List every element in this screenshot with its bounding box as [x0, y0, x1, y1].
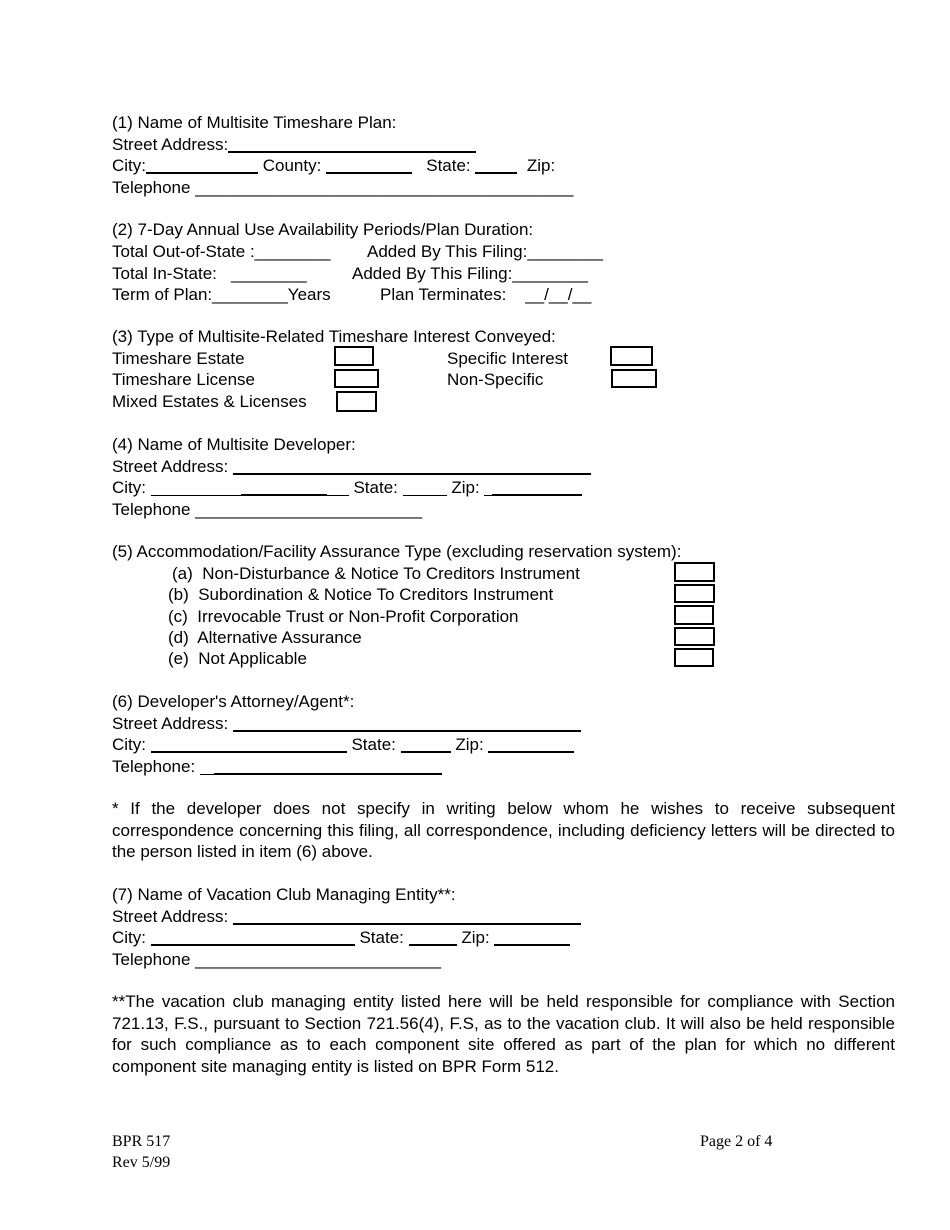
s7-city-field[interactable] — [151, 927, 355, 946]
s3-timeshare-estate-checkbox[interactable] — [334, 346, 374, 366]
s1-city-label: City: — [112, 156, 146, 175]
s5-item-d: (d) Alternative Assurance — [168, 628, 362, 647]
s5-checkbox-d[interactable] — [674, 627, 715, 646]
s4-state-label: State: — [348, 478, 403, 497]
s6-street-label: Street Address: — [112, 714, 233, 733]
s2-plan-terminates[interactable]: Plan Terminates: __/__/__ — [380, 285, 592, 304]
s5-item-a: (a) Non-Disturbance & Notice To Creditors Instrument — [172, 564, 580, 583]
s3-specific-interest-checkbox[interactable] — [610, 346, 653, 366]
s3-timeshare-license-label: Timeshare License — [112, 370, 255, 389]
s4-street-row — [112, 456, 591, 477]
s6-street-row — [112, 713, 581, 734]
s2-in-state[interactable]: Total In-State: ________ — [112, 264, 307, 283]
s1-street-row — [112, 134, 476, 155]
s6-telephone-field-b[interactable] — [214, 756, 442, 775]
s1-telephone-row[interactable] — [112, 177, 573, 198]
footer-revision: Rev 5/99 — [112, 1154, 171, 1171]
s6-city-field[interactable] — [151, 734, 347, 753]
s5-item-e: (e) Not Applicable — [168, 649, 307, 668]
s7-state-label: State: — [354, 928, 409, 947]
s1-city-field[interactable] — [146, 155, 258, 174]
section-6-heading: (6) Developer's Attorney/Agent*: — [112, 692, 355, 711]
s1-street-label: Street Address: — [112, 135, 229, 154]
s4-street-label: Street Address: — [112, 457, 233, 476]
s6-zip-label: Zip: — [450, 735, 489, 754]
s5-item-c: (c) Irrevocable Trust or Non-Profit Corporation — [168, 607, 519, 626]
s1-county-label: County: — [262, 156, 322, 175]
section-2-heading: (2) 7-Day Annual Use Availability Periods/Plan Duration: — [112, 220, 534, 239]
s6-telephone-label: Telephone: — [112, 757, 200, 776]
s7-state-field[interactable] — [409, 927, 457, 946]
s1-city-row — [112, 155, 555, 176]
s6-telephone-field-a[interactable] — [200, 757, 214, 775]
vacation-club-note: **The vacation club managing entity listed here will be held responsible for compliance with Section 721.13, F.S., pursuant to Section 721.56(4), F.S, as to the vacation club. It will also be held responsible for such compliance as to each component site offered as part of the plan for which no different component site managing entity is listed on BPR Form 512. — [112, 992, 895, 1076]
s2-in-added[interactable]: Added By This Filing:________ — [352, 264, 588, 283]
s7-telephone-row[interactable] — [112, 949, 441, 970]
s7-street-row — [112, 906, 581, 927]
s4-city-row — [112, 477, 582, 498]
s4-city-label: City: — [112, 478, 151, 497]
section-1-heading: (1) Name of Multisite Timeshare Plan: — [112, 113, 397, 132]
section-4-heading: (4) Name of Multisite Developer: — [112, 435, 356, 454]
s3-timeshare-license-checkbox[interactable] — [334, 369, 379, 388]
s4-city-field-a[interactable] — [151, 478, 241, 496]
s1-zip-label: Zip: — [526, 156, 556, 175]
s4-zip-field-a[interactable] — [484, 478, 492, 496]
s6-state-label: State: — [346, 735, 401, 754]
s5-checkbox-e[interactable] — [674, 648, 714, 667]
s5-item-b: (b) Subordination & Notice To Creditors Instrument — [168, 585, 554, 604]
s5-checkbox-b[interactable] — [674, 584, 715, 603]
s4-city-field-b[interactable] — [241, 477, 327, 496]
s4-zip-label: Zip: — [446, 478, 485, 497]
s1-telephone-field[interactable]: ________________________________________ — [195, 178, 574, 197]
s7-city-label: City: — [112, 928, 151, 947]
s3-mixed-checkbox[interactable] — [336, 391, 377, 412]
s6-telephone-row — [112, 756, 442, 777]
s2-out-of-state[interactable]: Total Out-of-State :________ — [112, 242, 331, 261]
s4-telephone-row[interactable] — [112, 499, 422, 520]
s4-telephone-field[interactable]: ________________________ — [195, 500, 423, 519]
s4-street-field[interactable] — [233, 456, 591, 475]
s7-telephone-field[interactable]: __________________________ — [195, 950, 442, 969]
s3-mixed-label: Mixed Estates & Licenses — [112, 392, 307, 411]
s3-timeshare-estate-label: Timeshare Estate — [112, 349, 245, 368]
s1-state-label: State: — [426, 156, 471, 175]
s4-telephone-label: Telephone — [112, 500, 196, 519]
s4-city-field-c[interactable] — [327, 478, 349, 496]
s5-checkbox-a[interactable] — [674, 562, 715, 582]
s3-non-specific-label: Non-Specific — [447, 370, 544, 389]
s6-zip-field[interactable] — [488, 734, 574, 753]
s6-city-label: City: — [112, 735, 151, 754]
section-5-heading: (5) Accommodation/Facility Assurance Type (excluding reservation system): — [112, 542, 682, 561]
s7-street-label: Street Address: — [112, 907, 233, 926]
s1-county-field[interactable] — [326, 155, 412, 174]
s1-street-field[interactable] — [228, 134, 476, 153]
section-3-heading: (3) Type of Multisite-Related Timeshare Interest Conveyed: — [112, 327, 556, 346]
s2-term-of-plan[interactable]: Term of Plan:________Years — [112, 285, 331, 304]
s6-state-field[interactable] — [401, 734, 451, 753]
developer-correspondence-note: * If the developer does not specify in writing below whom he wishes to receive subsequent correspondence concerning this filing, all correspondence, including deficiency letters will be directed to the person listed in item (6) above. — [112, 799, 895, 861]
footer-page-number: Page 2 of 4 — [700, 1133, 773, 1150]
footer-form-number: BPR 517 — [112, 1133, 171, 1150]
s7-zip-field[interactable] — [494, 927, 570, 946]
s6-city-row — [112, 734, 574, 755]
s4-zip-field-b[interactable] — [492, 477, 582, 496]
s1-state-field[interactable] — [475, 155, 517, 174]
s7-telephone-label: Telephone — [112, 950, 196, 969]
s7-city-row — [112, 927, 570, 948]
section-7-heading: (7) Name of Vacation Club Managing Entity**: — [112, 885, 456, 904]
s7-street-field[interactable] — [233, 906, 581, 925]
s2-out-added[interactable]: Added By This Filing:________ — [367, 242, 603, 261]
s4-state-field[interactable] — [403, 478, 447, 496]
s1-telephone-label: Telephone — [112, 178, 196, 197]
s3-non-specific-checkbox[interactable] — [611, 369, 657, 388]
s6-street-field[interactable] — [233, 713, 581, 732]
s5-checkbox-c[interactable] — [674, 605, 714, 625]
s3-specific-interest-label: Specific Interest — [447, 349, 568, 368]
s7-zip-label: Zip: — [456, 928, 495, 947]
